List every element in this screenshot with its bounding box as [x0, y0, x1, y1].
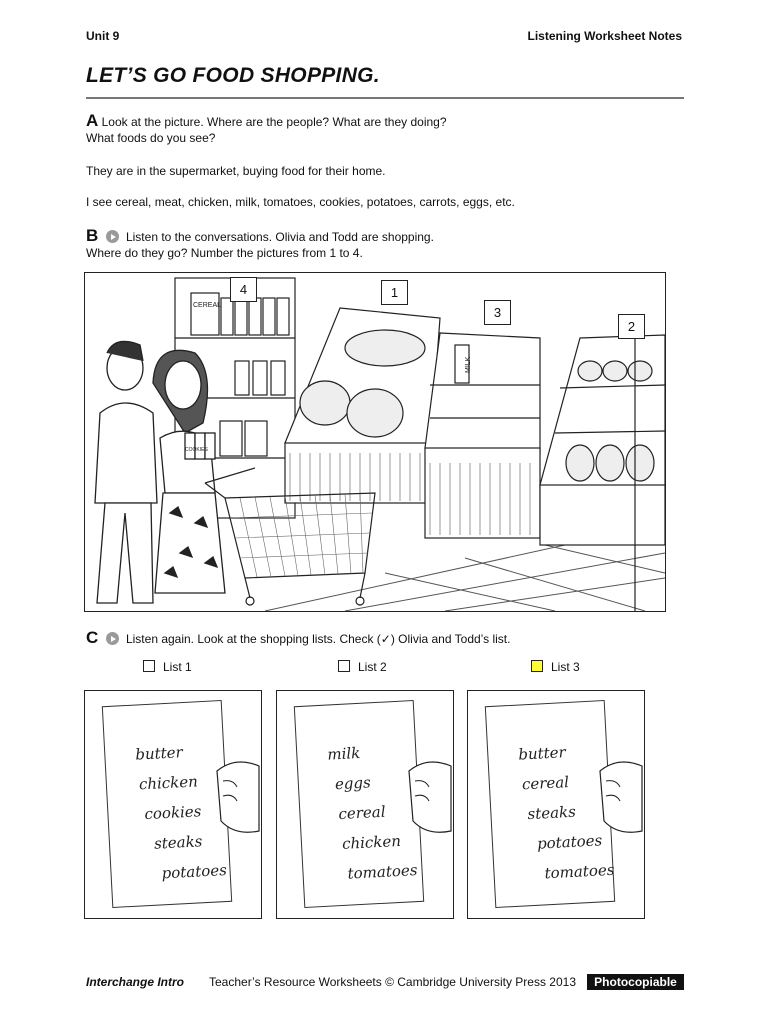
- list-note-paper: [294, 700, 424, 908]
- section-b-prompt: [86, 228, 434, 261]
- cookies-box-label: COOKIES: [185, 447, 208, 453]
- list-note-paper: [102, 700, 232, 908]
- supermarket-illustration: [84, 272, 666, 612]
- number-box-cereal[interactable]: 4: [230, 277, 257, 302]
- hand-holding-list: [598, 751, 644, 841]
- list-item: steaks: [153, 832, 203, 853]
- worksheet-notes-label: Listening Worksheet Notes: [527, 29, 682, 43]
- checkbox-list-3-highlighted[interactable]: [531, 660, 543, 672]
- footer-brand: Interchange Intro: [86, 975, 185, 989]
- audio-play-icon[interactable]: [106, 230, 119, 243]
- section-a-line2: What foods do you see?: [86, 131, 216, 145]
- number-box-meat[interactable]: 2: [618, 314, 645, 339]
- section-b-line1: Listen to the conversations. Olivia and Todd are shopping.: [125, 230, 434, 244]
- list-item: tomatoes: [544, 860, 615, 883]
- section-c-letter: C: [86, 628, 99, 647]
- title-divider: [86, 97, 684, 99]
- page-title: LET’S GO FOOD SHOPPING.: [86, 64, 380, 87]
- milk-carton-label: MILK: [465, 356, 472, 373]
- section-c-prompt: [86, 630, 510, 647]
- list-item: potatoes: [536, 831, 603, 853]
- section-a-line1: Look at the picture. Where are the people? What are they doing?: [101, 115, 447, 129]
- shopping-list-1: [84, 690, 262, 919]
- list-item: chicken: [341, 831, 402, 853]
- list-note-paper: [485, 700, 615, 908]
- list-item: tomatoes: [347, 861, 418, 883]
- option-list-3-label: List 3: [551, 660, 580, 674]
- list-item: cereal: [338, 802, 386, 824]
- checkbox-list-2[interactable]: [338, 660, 350, 672]
- footer-copyright: Teacher’s Resource Worksheets © Cambridge University Press 2013: [209, 975, 576, 989]
- list-item: eggs: [334, 773, 372, 794]
- photocopiable-badge: Photocopiable: [587, 974, 684, 990]
- section-a-letter: A: [86, 111, 99, 130]
- option-list-1[interactable]: [143, 660, 192, 674]
- section-b-letter: B: [86, 226, 99, 245]
- list-item: cookies: [144, 802, 202, 824]
- hand-holding-list: [407, 751, 453, 841]
- section-a-prompt: [86, 113, 447, 146]
- shopping-list-3: [467, 690, 645, 919]
- list-item: steaks: [527, 802, 577, 824]
- option-list-2-label: List 2: [358, 660, 387, 674]
- option-list-3[interactable]: [531, 660, 580, 674]
- list-item: cereal: [521, 772, 570, 794]
- list-item: potatoes: [161, 860, 228, 883]
- section-b-line2: Where do they go? Number the pictures from 1 to 4.: [86, 246, 363, 260]
- audio-play-icon[interactable]: [106, 632, 119, 645]
- list-item: milk: [326, 743, 361, 764]
- shopping-list-2: [276, 690, 454, 919]
- section-a-answer1: They are in the supermarket, buying food for their home.: [86, 164, 386, 178]
- section-a-answer2: I see cereal, meat, chicken, milk, tomatoes, cookies, potatoes, carrots, eggs, etc.: [86, 195, 515, 209]
- checkbox-list-1[interactable]: [143, 660, 155, 672]
- number-box-dairy[interactable]: 3: [484, 300, 511, 325]
- section-c-text: Listen again. Look at the shopping lists. Check (✓) Olivia and Todd’s list.: [125, 632, 511, 646]
- list-item: butter: [134, 743, 184, 764]
- option-list-1-label: List 1: [163, 660, 192, 674]
- option-list-2[interactable]: [338, 660, 387, 674]
- unit-label: Unit 9: [86, 29, 120, 43]
- cereal-box-label: CEREAL: [193, 302, 222, 309]
- hand-holding-list: [215, 751, 261, 841]
- number-box-produce[interactable]: 1: [381, 280, 408, 305]
- list-item: butter: [517, 743, 567, 764]
- supermarket-drawing: [85, 273, 665, 611]
- list-item: chicken: [138, 772, 199, 794]
